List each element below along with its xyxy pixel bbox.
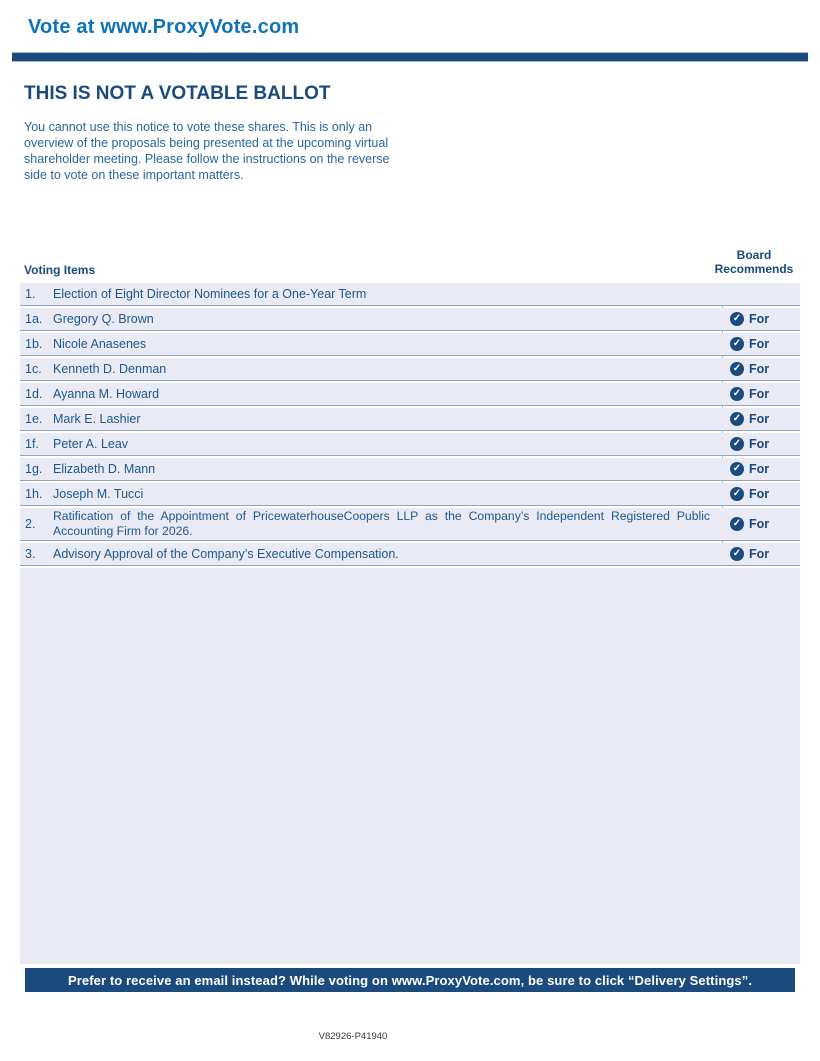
recommend-label: For: [749, 312, 770, 326]
row-recommendation: [722, 462, 800, 476]
not-votable-heading: THIS IS NOT A VOTABLE BALLOT: [24, 83, 331, 104]
check-circle-icon: ✓: [730, 437, 744, 451]
row-recommendation: [722, 362, 800, 376]
recommend-label: For: [749, 412, 770, 426]
table-row: [20, 358, 800, 381]
row-number: 1g.: [25, 462, 43, 476]
check-circle-icon: ✓: [730, 487, 744, 501]
board-recommends-line1: Board: [736, 248, 772, 262]
row-recommendation: [722, 437, 800, 451]
row-recommendation: [722, 337, 800, 351]
row-recommendation: [722, 387, 800, 401]
row-number: 3.: [25, 547, 36, 561]
row-number: 1.: [25, 287, 36, 301]
recommend-label: For: [749, 387, 770, 401]
recommend-label: For: [749, 487, 770, 501]
document-code: V82926-P41940: [318, 1031, 388, 1042]
board-recommends-line2: Recommends: [714, 261, 794, 276]
row-number: 1f.: [25, 437, 39, 451]
board-recommends-header: [708, 249, 800, 276]
row-text: Gregory Q. Brown: [53, 311, 154, 326]
table-row: [20, 433, 800, 456]
header-divider-rule: [12, 52, 808, 62]
recommend-label: For: [749, 437, 770, 451]
row-text: Joseph M. Tucci: [53, 486, 144, 501]
empty-ballot-area: [20, 568, 800, 964]
page-title: Vote at www.ProxyVote.com: [28, 16, 300, 38]
row-text: Nicole Anasenes: [53, 336, 147, 351]
check-circle-icon: ✓: [730, 387, 744, 401]
row-recommendation: [722, 547, 800, 561]
row-text: Kenneth D. Denman: [53, 361, 167, 376]
check-circle-icon: ✓: [730, 547, 744, 561]
row-number: 1h.: [25, 487, 43, 501]
row-text: Mark E. Lashier: [53, 411, 141, 426]
table-row: [20, 308, 800, 331]
row-recommendation: [722, 517, 800, 531]
voting-table: [20, 283, 800, 593]
table-row: [20, 408, 800, 431]
check-circle-icon: ✓: [730, 362, 744, 376]
row-recommendation: [722, 312, 800, 326]
row-number: 1c.: [25, 362, 42, 376]
voting-rows: [20, 283, 800, 566]
recommend-label: For: [749, 462, 770, 476]
row-text: Election of Eight Director Nominees for a One-Year Term: [53, 286, 367, 301]
row-text: Peter A. Leav: [53, 436, 129, 451]
check-circle-icon: ✓: [730, 337, 744, 351]
recommend-label: For: [749, 547, 770, 561]
row-text: Elizabeth D. Mann: [53, 461, 156, 476]
check-circle-icon: ✓: [730, 412, 744, 426]
row-number: 1d.: [25, 387, 43, 401]
check-circle-icon: ✓: [730, 517, 744, 531]
row-text: Advisory Approval of the Company’s Executive Compensation.: [53, 546, 399, 561]
table-row: [20, 543, 800, 566]
row-recommendation: [722, 487, 800, 501]
voting-items-header: Voting Items: [24, 263, 96, 277]
table-row: [20, 508, 800, 541]
check-circle-icon: ✓: [730, 462, 744, 476]
row-number: 1a.: [25, 312, 43, 326]
row-number: 1e.: [25, 412, 43, 426]
recommend-label: For: [749, 517, 770, 531]
recommend-label: For: [749, 362, 770, 376]
footer-banner: [25, 968, 795, 992]
check-circle-icon: ✓: [730, 312, 744, 326]
table-row: [20, 283, 800, 306]
recommend-label: For: [749, 337, 770, 351]
row-number: 1b.: [25, 337, 43, 351]
table-row: [20, 458, 800, 481]
row-number: 2.: [25, 517, 36, 531]
row-text: Ayanna M. Howard: [53, 386, 160, 401]
intro-paragraph: You cannot use this notice to vote these shares. This is only an overview of the proposals being presented at the upcoming virtual shareholder meeting. Please follow the instructions on the reverse side to vote on these important matters.: [24, 120, 390, 182]
footer-message: Prefer to receive an email instead? While voting on www.ProxyVote.com, be sure to click “Delivery Settings”.: [67, 972, 753, 988]
table-row: [20, 333, 800, 356]
row-text: Ratification of the Appointment of PricewaterhouseCoopers LLP as the Company’s Independent Registered Public Accounting Firm for 2026.: [53, 509, 710, 538]
table-row: [20, 483, 800, 506]
row-recommendation: [722, 412, 800, 426]
table-row: [20, 383, 800, 406]
